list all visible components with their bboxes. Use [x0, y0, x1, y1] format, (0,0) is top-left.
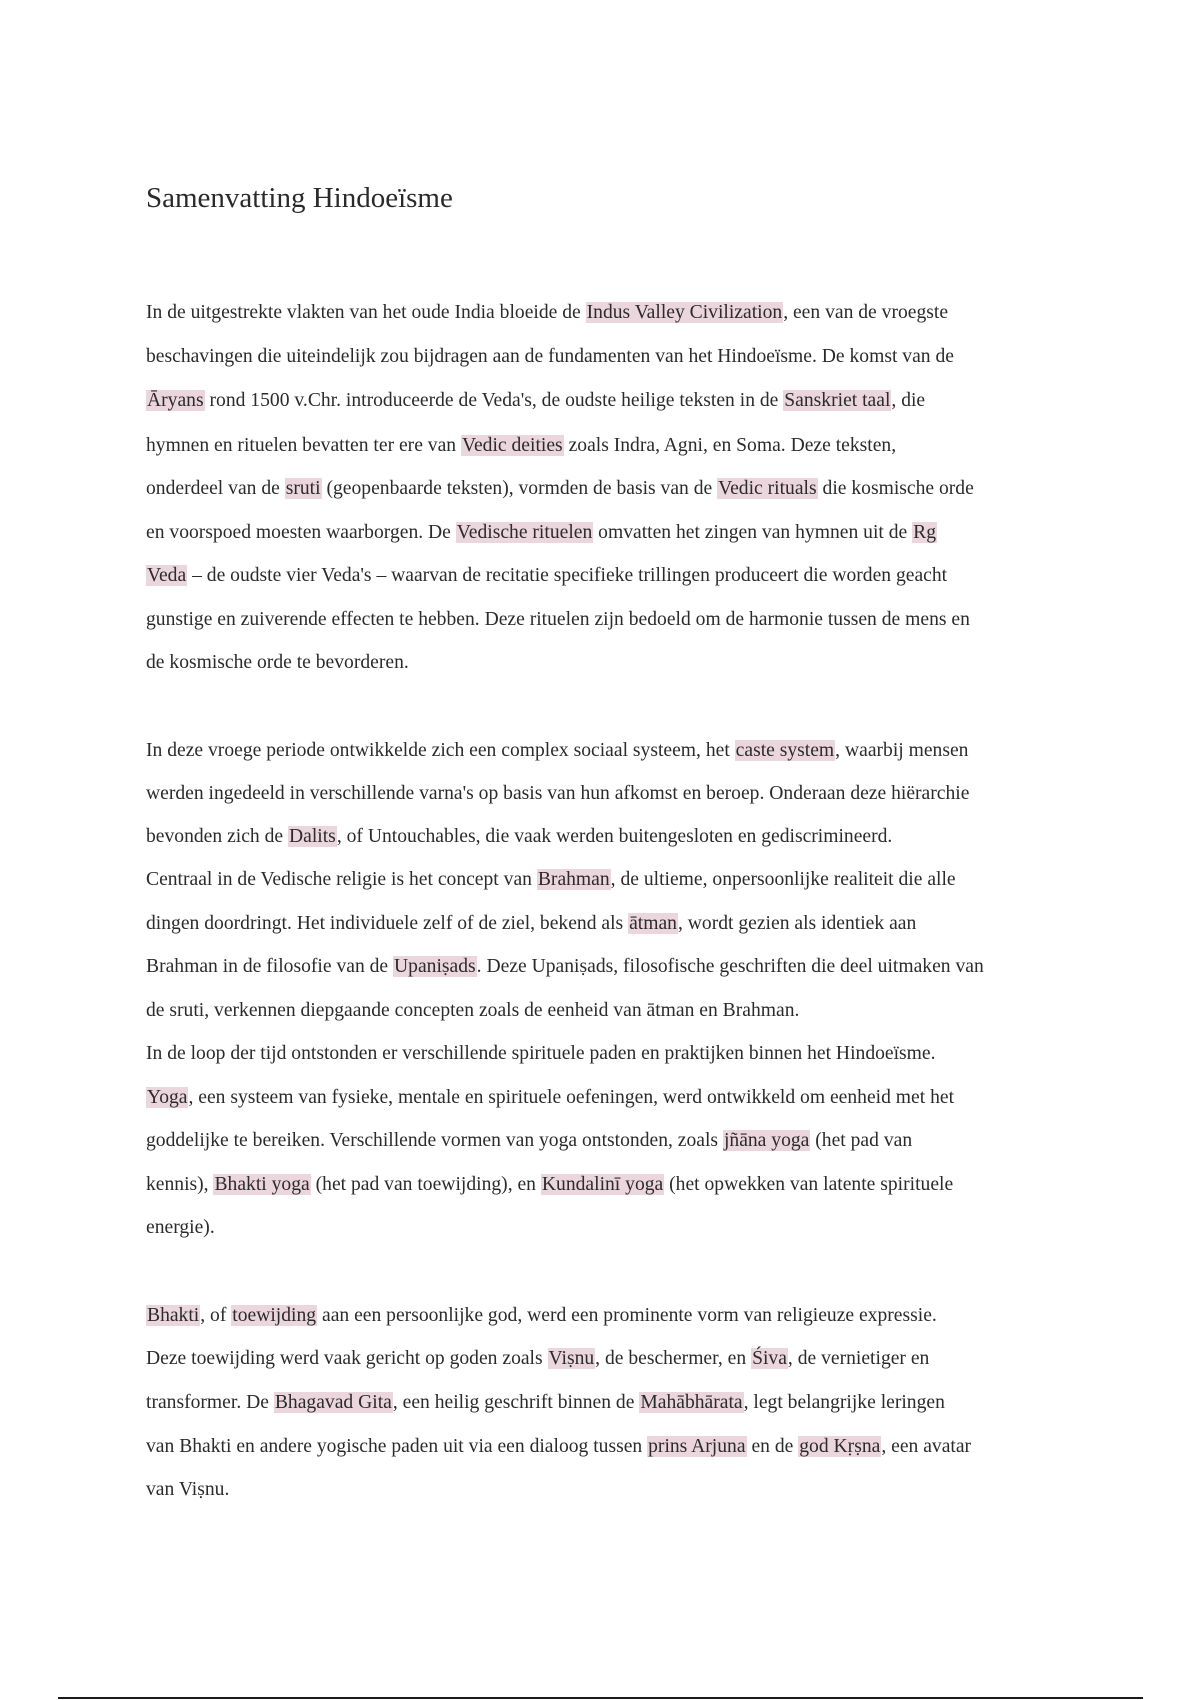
text-run: dingen doordringt. Het individuele zelf of de ziel, bekend als	[146, 913, 629, 934]
text-line	[146, 913, 916, 935]
text-run: . Deze Upaniṣads, filosofische geschriften die deel uitmaken van	[476, 956, 984, 977]
text-run: energie).	[146, 1217, 215, 1238]
text-run: , de beschermer, en	[595, 1348, 752, 1369]
text-line	[146, 435, 896, 457]
highlighted-term: Mahābhārata	[640, 1392, 743, 1413]
text-run: (het opwekken van latente spirituele	[664, 1174, 954, 1195]
text-line	[146, 783, 969, 805]
text-run: de kosmische orde te bevorderen.	[146, 652, 409, 673]
text-run: en voorspoed moesten waarborgen. De	[146, 522, 456, 543]
highlighted-term: Upaniṣads	[394, 956, 476, 977]
highlighted-term: Veda	[147, 565, 187, 586]
text-line	[146, 609, 970, 631]
text-line	[146, 302, 948, 324]
text-run: In de uitgestrekte vlakten van het oude India bloeide de	[146, 302, 586, 323]
text-line	[146, 1130, 912, 1152]
text-run: van Viṣnu.	[146, 1479, 230, 1500]
text-run: zoals Indra, Agni, en Soma. Deze teksten,	[563, 435, 897, 456]
text-run: en de	[746, 1436, 799, 1457]
text-run: die kosmische orde	[817, 478, 974, 499]
text-run: (het pad van	[810, 1130, 913, 1151]
text-run: de sruti, verkennen diepgaande concepten zoals de eenheid van ātman en Brahman.	[146, 1000, 800, 1021]
text-line	[146, 522, 937, 544]
highlighted-term: prins Arjuna	[648, 1436, 746, 1457]
highlighted-term: Rg	[913, 522, 936, 543]
text-line	[146, 1392, 945, 1414]
text-run: , de ultieme, onpersoonlijke realiteit die alle	[610, 869, 956, 890]
highlighted-term: Brahman	[537, 869, 610, 890]
highlighted-term: ātman	[629, 913, 677, 934]
text-run: , een van de vroegste	[783, 302, 949, 323]
document-title: Samenvatting Hindoeïsme	[146, 182, 453, 214]
text-run: Brahman in de filosofie van de	[146, 956, 394, 977]
text-run: , een systeem van fysieke, mentale en spirituele oefeningen, werd ontwikkeld om eenheid met het	[188, 1087, 955, 1108]
text-line	[146, 826, 892, 848]
text-line	[146, 565, 947, 587]
text-run: , een avatar	[881, 1436, 972, 1457]
text-run: van Bhakti en andere yogische paden uit via een dialoog tussen	[146, 1436, 648, 1457]
highlighted-term: Bhakti yoga	[214, 1174, 310, 1195]
text-run: bevonden zich de	[146, 826, 288, 847]
text-run: aan een persoonlijke god, werd een prominente vorm van religieuze expressie.	[317, 1305, 937, 1326]
highlighted-term: Bhagavad Gita	[274, 1392, 392, 1413]
highlighted-term: Śiva	[752, 1348, 787, 1369]
highlighted-term: Yoga	[147, 1087, 188, 1108]
text-run: , of Untouchables, die vaak werden buitengesloten en gediscrimineerd.	[336, 826, 893, 847]
text-run: , waarbij mensen	[835, 740, 969, 761]
text-line	[146, 346, 954, 368]
text-run: Centraal in de Vedische religie is het concept van	[146, 869, 537, 890]
highlighted-term: Kundalinī yoga	[541, 1174, 664, 1195]
text-line	[146, 1087, 954, 1109]
highlighted-term: god Kṛṣna	[799, 1436, 881, 1457]
text-line	[146, 869, 956, 891]
page-bottom-rule	[58, 1697, 1143, 1699]
text-line	[146, 390, 925, 412]
text-run: gunstige en zuiverende effecten te hebben. Deze rituelen zijn bedoeld om de harmonie tussen de mens en	[146, 609, 970, 630]
highlighted-term: Vedische rituelen	[456, 522, 593, 543]
text-line	[146, 652, 409, 674]
text-run: , legt belangrijke leringen	[743, 1392, 945, 1413]
highlighted-term: Dalits	[289, 826, 336, 847]
text-line	[146, 1000, 799, 1022]
text-run: In de loop der tijd ontstonden er verschillende spirituele paden en praktijken binnen het Hindoeïsme.	[146, 1043, 936, 1064]
text-run: , of	[200, 1305, 232, 1326]
highlighted-term: Sanskriet taal	[784, 390, 891, 411]
text-run: – de oudste vier Veda's – waarvan de recitatie specifieke trillingen produceert die worden geacht	[187, 565, 948, 586]
text-run: goddelijke te bereiken. Verschillende vormen van yoga ontstonden, zoals	[146, 1130, 723, 1151]
text-line	[146, 1436, 971, 1458]
highlighted-term: Vedic rituals	[718, 478, 817, 499]
text-line	[146, 1305, 937, 1327]
text-run: In deze vroege periode ontwikkelde zich een complex sociaal systeem, het	[146, 740, 735, 761]
text-line	[146, 956, 984, 978]
text-run: kennis),	[146, 1174, 214, 1195]
highlighted-term: jñāna yoga	[723, 1130, 810, 1151]
text-run: omvatten het zingen van hymnen uit de	[593, 522, 913, 543]
highlighted-term: Āryans	[147, 390, 204, 411]
text-run: (geopenbaarde teksten), vormden de basis van de	[321, 478, 718, 499]
highlighted-term: caste system	[735, 740, 835, 761]
text-run: (het pad van toewijding), en	[310, 1174, 541, 1195]
text-run: onderdeel van de	[146, 478, 285, 499]
text-run: werden ingedeeld in verschillende varna's op basis van hun afkomst en beroep. Onderaan deze hiërarchie	[146, 783, 970, 804]
highlighted-term: Bhakti	[147, 1305, 200, 1326]
text-line	[146, 1217, 215, 1239]
highlighted-term: Viṣnu	[548, 1348, 595, 1369]
text-line	[146, 478, 974, 500]
text-line	[146, 1348, 929, 1370]
text-run: hymnen en rituelen bevatten ter ere van	[146, 435, 461, 456]
text-run: Deze toewijding werd vaak gericht op goden zoals	[146, 1348, 548, 1369]
text-run: beschavingen die uiteindelijk zou bijdragen aan de fundamenten van het Hindoeïsme. De komst van de	[146, 346, 954, 367]
text-run: , die	[891, 390, 926, 411]
text-run: , een heilig geschrift binnen de	[392, 1392, 640, 1413]
highlighted-term: sruti	[285, 478, 321, 499]
text-run: transformer. De	[146, 1392, 274, 1413]
highlighted-term: Vedic deities	[462, 435, 563, 456]
text-line	[146, 740, 968, 762]
text-run: rond 1500 v.Chr. introduceerde de Veda's, de oudste heilige teksten in de	[204, 390, 784, 411]
text-run: , de vernietiger en	[787, 1348, 930, 1369]
text-line	[146, 1479, 229, 1501]
highlighted-term: Indus Valley Civilization	[586, 302, 783, 323]
text-line	[146, 1174, 953, 1196]
text-line	[146, 1043, 936, 1065]
highlighted-term: toewijding	[232, 1305, 317, 1326]
text-run: , wordt gezien als identiek aan	[677, 913, 917, 934]
